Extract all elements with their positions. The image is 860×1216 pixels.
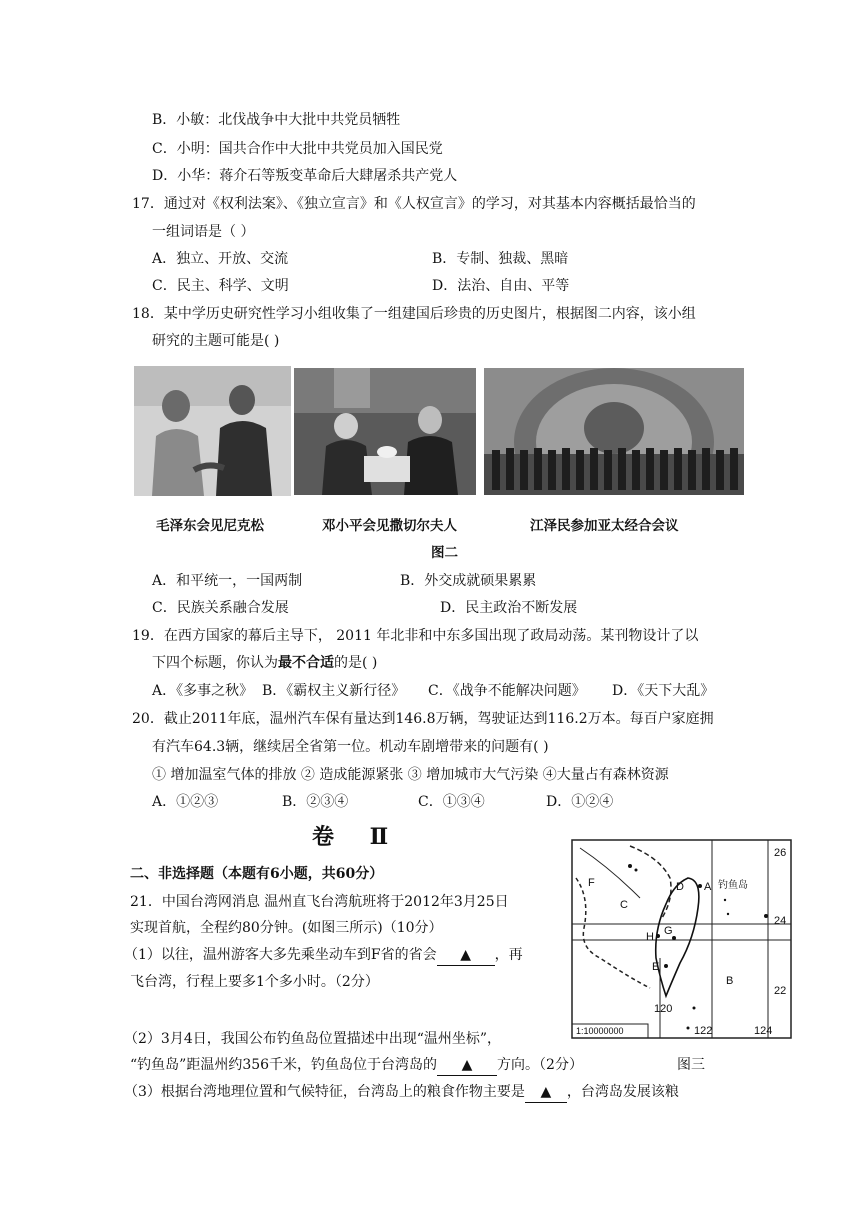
section-2-heading: 二、非选择题（本题有6小题，共60分） <box>130 866 384 882</box>
q19-option-b: B．《霸权主义新行径》 <box>262 683 406 699</box>
q17-option-c: C．民主、科学、文明 <box>152 278 289 294</box>
caption-photo-2: 邓小平会见撒切尔夫人 <box>322 518 457 534</box>
q19-stem-line1: 19．在西方国家的幕后主导下， 2011 年北非和中东多国出现了政局动荡。某刊物设计了以 <box>132 628 699 644</box>
q17-stem-line2: 一组词语是（ ） <box>152 224 255 240</box>
q17-stem-line1: 17．通过对《权利法案》、《独立宣言》和《人权宣言》的学习，对其基本内容概括最恰当的 <box>132 196 696 212</box>
map-lon-124: 124 <box>754 1025 773 1037</box>
map-label-b: B <box>726 975 734 987</box>
q20-stem-line3: ① 增加温室气体的排放 ② 造成能源紧张 ③ 增加城市大气污染 ④大量占有森林资源 <box>152 767 669 783</box>
q17-option-d: D．法治、自由、平等 <box>432 278 570 294</box>
q21-q1-line2: 飞台湾，行程上要多1个多小时。（2分） <box>130 974 379 990</box>
q18-stem-line2: 研究的主题可能是( ) <box>152 333 280 349</box>
q17-option-b: B．专制、独裁、黑暗 <box>432 251 569 267</box>
photo-jiang-apec <box>484 368 744 495</box>
q18-option-a: A．和平统一，一国两制 <box>152 573 303 589</box>
map-label-c: C <box>620 899 628 911</box>
map-lat-22: 22 <box>774 985 787 997</box>
q17-option-a: A．独立、开放、交流 <box>152 251 289 267</box>
answer-blank-2[interactable]: ▲ <box>437 1055 497 1076</box>
map-label-g: G <box>664 925 673 937</box>
map-label-e: E <box>652 961 660 973</box>
taiwan-map <box>570 838 793 1040</box>
q21-line2: 实现首航，全程约80分钟。(如图三所示)（10分） <box>130 920 443 936</box>
map-lon-120: 120 <box>654 1003 673 1015</box>
q19-option-d: D．《天下大乱》 <box>612 683 715 699</box>
q21-q2-line2: “钓鱼岛”距温州约356千米，钓鱼岛位于台湾岛的 ▲ 方向。（2分） <box>130 1055 583 1076</box>
map-lat-26: 26 <box>774 847 787 859</box>
q16-option-c: C．小明：国共合作中大批中共党员加入国民党 <box>152 141 443 157</box>
q21-q2-line1: （2）3月4日，我国公布钓鱼岛位置描述中出现“温州坐标”， <box>124 1031 502 1047</box>
figure-3-label: 图三 <box>677 1057 705 1073</box>
map-label-a: A <box>704 881 712 893</box>
map-lat-24: 24 <box>774 915 787 927</box>
q19-option-a: A．《多事之秋》 <box>152 683 254 699</box>
map-label-h: H <box>646 931 654 943</box>
photo-mao-nixon <box>134 366 291 496</box>
q18-option-d: D．民主政治不断发展 <box>440 600 578 616</box>
caption-photo-3: 江泽民参加亚太经合会议 <box>530 518 679 534</box>
q21-q3-line: （3）根据台湾地理位置和气候特征，台湾岛上的粮食作物主要是 ▲ ，台湾岛发展该粮 <box>124 1082 679 1103</box>
q20-option-d: D．①②④ <box>546 794 614 810</box>
q18-stem-line1: 18．某中学历史研究性学习小组收集了一组建国后珍贵的历史图片，根据图二内容，该小组 <box>132 306 696 322</box>
q20-stem-line2: 有汽车64.3辆，继续居全省第一位。机动车剧增带来的问题有( ) <box>152 739 549 755</box>
q18-option-b: B．外交成就硕果累累 <box>400 573 537 589</box>
q21-q1-line: （1）以往，温州游客大多先乘坐动车到F省的省会 ▲ ，再 <box>124 945 523 966</box>
map-label-d: D <box>676 881 684 893</box>
map-lon-122: 122 <box>694 1025 713 1037</box>
section-2-title: 卷 Ⅱ <box>312 824 403 850</box>
map-label-diaoyu: 钓鱼岛 <box>718 880 748 891</box>
q21-line1: 21．中国台湾网消息 温州直飞台湾航班将于2012年3月25日 <box>130 894 509 910</box>
map-label-f: F <box>588 877 595 889</box>
q20-option-c: C．①③④ <box>418 794 485 810</box>
q20-stem-line1: 20．截止2011年底，温州汽车保有量达到146.8万辆，驾驶证达到116.2万本。每百户家庭拥 <box>132 711 714 727</box>
q16-option-d: D．小华：蒋介石等叛变革命后大肆屠杀共产党人 <box>152 168 458 184</box>
figure-2-label: 图二 <box>431 545 458 561</box>
answer-blank-3[interactable]: ▲ <box>525 1082 567 1103</box>
q18-option-c: C．民族关系融合发展 <box>152 600 289 616</box>
photo-deng-thatcher <box>294 368 476 495</box>
map-scale: 1:10000000 <box>576 1026 624 1036</box>
q16-option-b: B．小敏：北伐战争中大批中共党员牺牲 <box>152 112 401 128</box>
q19-stem-line2: 下四个标题，你认为最不合适的是( ) <box>152 655 378 671</box>
q20-option-a: A．①②③ <box>152 794 219 810</box>
caption-photo-1: 毛泽东会见尼克松 <box>156 518 264 534</box>
answer-blank-1[interactable]: ▲ <box>437 945 495 966</box>
q19-option-c: C．《战争不能解决问题》 <box>428 683 586 699</box>
q20-option-b: B．②③④ <box>282 794 349 810</box>
